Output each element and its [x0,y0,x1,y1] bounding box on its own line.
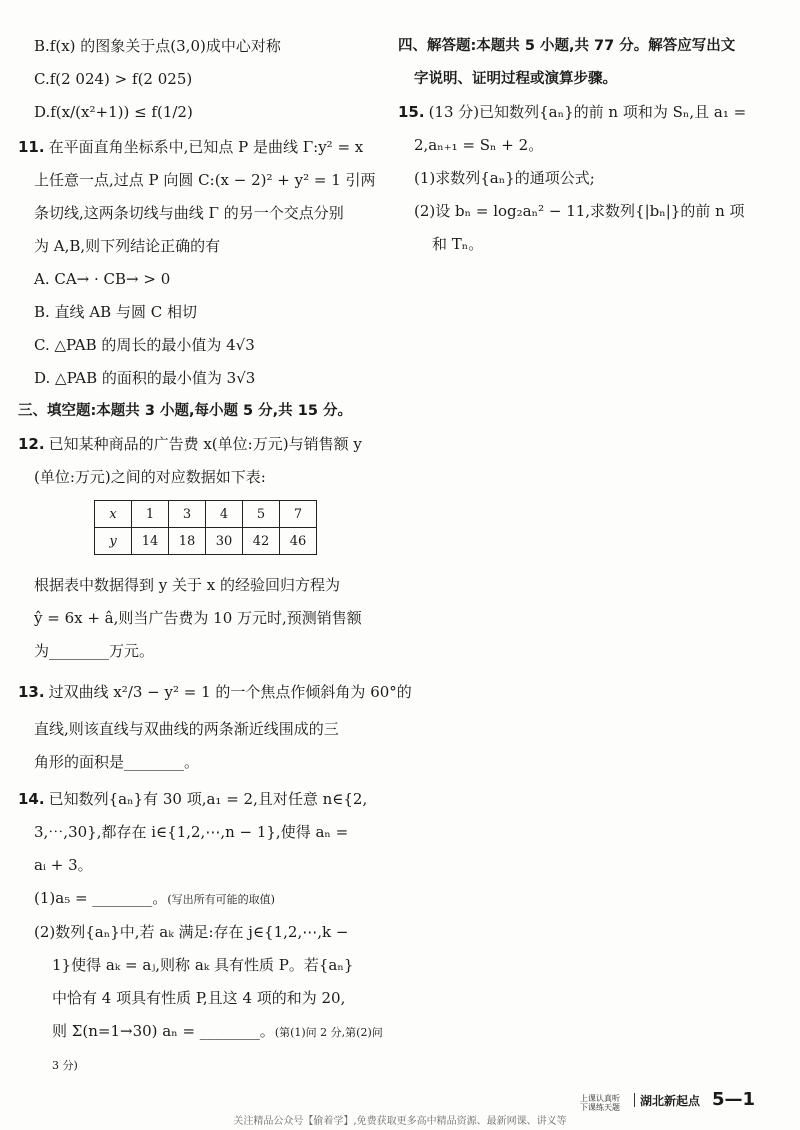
q11-number: 11. [18,138,45,156]
table-cell: 30 [206,528,243,555]
q12-line-1: 12. 已知某种商品的广告费 x(单位:万元)与销售额 y [18,435,362,453]
section-4-heading-2: 字说明、证明过程或演算步骤。 [414,71,617,87]
table-cell: x [95,501,132,528]
q14-line-2: 3,⋯,30},都存在 i∈{1,2,⋯,n − 1},使得 aₙ = [34,823,349,841]
q12-data-table [94,500,317,555]
table-cell: 1 [132,501,169,528]
q15-part-2-line-2: 和 Tₙ。 [432,235,484,253]
q11-line-2: 上任意一点,过点 P 向圆 C:(x − 2)² + y² = 1 引两 [34,171,376,189]
q14-number: 14. [18,790,45,808]
table-cell: 42 [243,528,280,555]
q13-number: 13. [18,683,45,701]
table-cell: 18 [169,528,206,555]
q10-option-b: B.f(x) 的图象关于点(3,0)成中心对称 [34,37,281,55]
q11-line-3: 条切线,这两条切线与曲线 Γ 的另一个交点分别 [34,204,344,222]
q14-part-2-line-3: 中恰有 4 项具有性质 P,且这 4 项的和为 20, [52,989,346,1007]
q11-option-d: D. △PAB 的面积的最小值为 3√3 [34,369,256,387]
footer-note: 关注精品公众号【偷着学】,免费获取更多高中精品资源、最新网课、讲义等 [233,1116,567,1127]
q12-line-2: (单位:万元)之间的对应数据如下表: [34,468,266,486]
q13-line-1: 13. 过双曲线 x²/3 − y² = 1 的一个焦点作倾斜角为 60°的 [18,683,412,701]
table-cell: 46 [280,528,317,555]
q14-part-1: (1)a₅ = ________。(写出所有可能的取值) [34,889,275,907]
brand-slogan: 上课认真听 下课练天题 [580,1094,620,1112]
section-3-heading: 三、填空题:本题共 3 小题,每小题 5 分,共 15 分。 [18,403,352,419]
table-cell: 5 [243,501,280,528]
q15-part-2-line-1: (2)设 bₙ = log₂aₙ² − 11,求数列{|bₙ|}的前 n 项 [414,202,745,220]
brand-name: 湖北新起点 [640,1094,701,1108]
table-cell: 7 [280,501,317,528]
q11-line-4: 为 A,B,则下列结论正确的有 [34,237,221,255]
q12-after-2: ŷ = 6x + â,则当广告费为 10 万元时,预测销售额 [34,609,362,627]
q11-option-a: A. CA→ · CB→ > 0 [34,270,171,288]
table-cell: y [95,528,132,555]
q11-line-1: 11. 在平面直角坐标系中,已知点 P 是曲线 Γ:y² = x [18,138,364,156]
table-cell: 4 [206,501,243,528]
q12-after-1: 根据表中数据得到 y 关于 x 的经验回归方程为 [34,576,341,594]
q10-option-c: C.f(2 024) > f(2 025) [34,70,193,88]
q15-line-2: 2,aₙ₊₁ = Sₙ + 2。 [414,136,544,154]
section-4-heading-1: 四、解答题:本题共 5 小题,共 77 分。解答应写出文 [398,38,736,54]
q14-part-2-line-1: (2)数列{aₙ}中,若 aₖ 满足:存在 j∈{1,2,⋯,k − [34,923,349,941]
q14-line-1: 14. 已知数列{aₙ}有 30 项,a₁ = 2,且对任意 n∈{2, [18,790,368,808]
q14-score-note-2: 3 分) [52,1059,78,1072]
q11-option-c: C. △PAB 的周长的最小值为 4√3 [34,336,255,354]
q15-number: 15. [398,103,425,121]
q14-line-3: aᵢ + 3。 [34,856,93,874]
right-column [398,30,782,261]
footer-divider [634,1093,635,1107]
q13-line-2: 直线,则该直线与双曲线的两条渐近线围成的三 [34,720,339,738]
page-number: 5—1 [712,1089,756,1110]
table-row-y [95,528,317,555]
q12-number: 12. [18,435,45,453]
table-cell: 3 [169,501,206,528]
table-cell: 14 [132,528,169,555]
q14-score-note: (第(1)问 2 分,第(2)问 [274,1026,383,1039]
q15-part-1: (1)求数列{aₙ}的通项公式; [414,169,595,187]
q10-option-d: D.f(x/(x²+1)) ≤ f(1/2) [34,103,193,121]
q13-line-3: 角形的面积是________。 [34,753,200,771]
q11-option-b: B. 直线 AB 与圆 C 相切 [34,303,197,321]
q14-part1-note: (写出所有可能的取值) [167,893,275,906]
q15-line-1: 15. (13 分)已知数列{aₙ}的前 n 项和为 Sₙ,且 a₁ = [398,103,747,121]
q14-part-2-line-2: 1}使得 aₖ = aⱼ,则称 aₖ 具有性质 P。若{aₙ} [52,956,354,974]
q12-after-3: 为________万元。 [34,642,155,660]
table-row-x [95,501,317,528]
left-column [18,30,412,1082]
q14-part-2-line-4: 则 Σ(n=1→30) aₙ = ________。(第(1)问 2 分,第(2)问 [52,1022,383,1040]
